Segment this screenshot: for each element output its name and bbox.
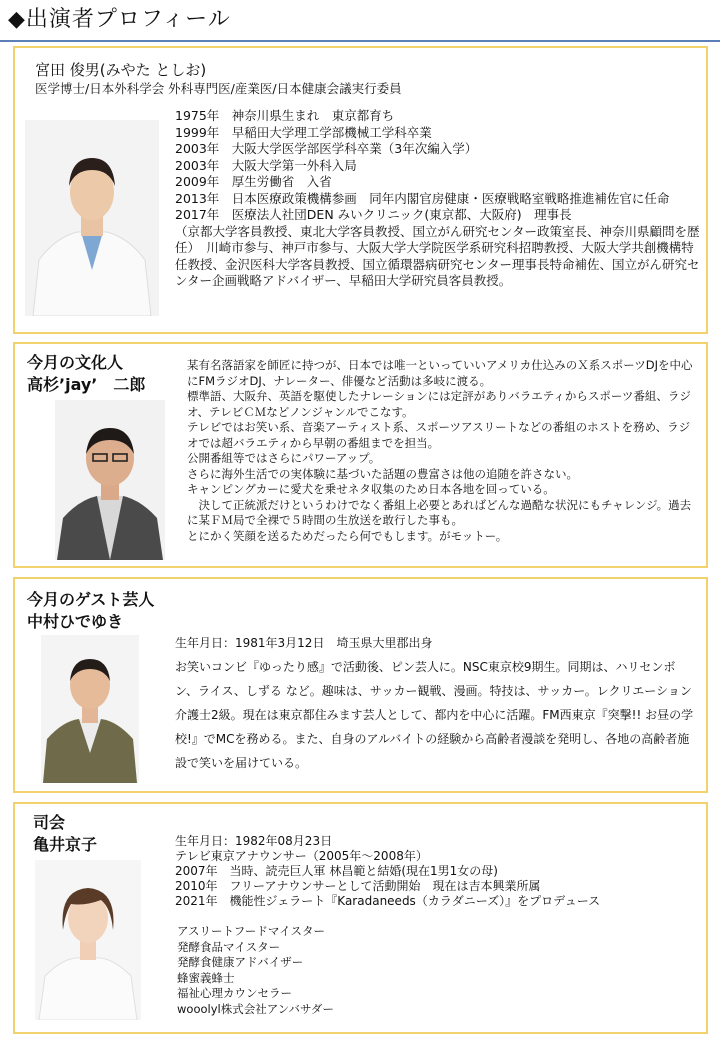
profile-line: 2003年 大阪大学医学部医学科卒業（3年次編入学） [175, 141, 478, 156]
profile-body [187, 358, 697, 544]
profile-name: 亀井京子 [33, 835, 98, 854]
profile-line: 2010年 フリーアナウンサーとして活動開始 現在は吉本興業所属 [175, 879, 541, 893]
profile-role: 司会 [33, 813, 66, 832]
profile-line: 2021年 機能性ジェラート『Karadaneeds（カラダニーズ）』をプロデュース [175, 894, 601, 908]
profile-titles [177, 924, 477, 1017]
profile-card-kamei [13, 802, 708, 1034]
profile-photo [25, 120, 159, 316]
profile-title-item: 蜂蜜義蜂士 [177, 970, 235, 985]
profile-body [175, 631, 697, 775]
profile-line: 生年月日：1982年08月23日 [175, 834, 333, 848]
profile-title-item: 発酵食健康アドバイザー [177, 955, 304, 969]
profile-photo [35, 860, 141, 1020]
profile-card-takasugi [13, 342, 708, 568]
profile-line: とにかく笑顔を送るためだったら何でもします。がモットー。 [187, 528, 508, 543]
profile-title-item: 発酵食品マイスター [177, 939, 281, 954]
profile-line: 2009年 厚生労働省 入省 [175, 174, 332, 189]
profile-card-nakamura [13, 577, 708, 793]
profile-line: （京都大学客員教授、東北大学客員教授、国立がん研究センター政策室長、神奈川県顧問を歴任） 川崎市参与、神戸市参与、大阪大学大学院医学系研究科招聘教授、大阪大学共創機構特任教授、金沢医科大学客員教授、国立循環器病研究センター理事長特命補佐、国立がん研究センター企画戦略アドバイザー、早稲田大学研究員客員教授。 [175, 223, 700, 288]
profile-line: 2007年 当時、読売巨人軍 林昌範と結婚(現在1男1女の母) [175, 864, 498, 878]
profile-body [175, 834, 695, 909]
profile-title-item: アスリートフードマイスター [177, 924, 326, 938]
profile-title-item: wooolyl株式会社アンバサダー [177, 1001, 334, 1016]
profile-line: 生年月日：1981年3月12日 埼玉県大里郡出身 [175, 636, 433, 650]
profile-line: 1975年 神奈川県生まれ 東京都育ち [175, 108, 395, 123]
profile-line: 2017年 医療法人社団DEN みいクリニック(東京都、大阪府) 理事長 [175, 207, 572, 222]
profile-line: お笑いコンビ『ゆったり感』で活動後、ピン芸人に。NSC東京校9期生。同期は、ハリセンボン、ライス、しずる など。趣味は、サッカー観戦、漫画。特技は、サッカー。レクリエーション介護士2級。現在は東京都住みます芸人として、都内を中心に活躍。FM西東京『突撃!! お昼の学校!』でMCを務める。また、自身のアルバイトの経験から高齢者漫談を発明し、各地の高齢者施設で笑いを届けている。 [175, 660, 694, 770]
profile-title-item: 福祉心理カウンセラー [177, 986, 292, 1000]
profile-line: さらに海外生活での実体験に基づいた話題の豊富さは他の追随を許さない。 [187, 466, 578, 481]
profile-line: テレビではお笑い系、音楽アーティスト系、スポーツアスリートなどの番組のホストを務め、ラジオでは超バラエティから早朝の番組までを担当。 [187, 420, 691, 450]
profile-line: 2013年 日本医療政策機構参画 同年内閣官房健康・医療戦略室戦略推進補佐官に任命 [175, 190, 670, 206]
profile-name: 高杉’jay’ 二郎 [27, 375, 146, 394]
profile-name: 宮田 俊男(みやた としお) [35, 61, 207, 79]
profile-body [175, 108, 701, 290]
page-header [0, 0, 720, 42]
profile-line: キャンピングカーに愛犬を乗せネタ収集のため日本各地を回っている。 [187, 482, 555, 496]
profile-line: 2003年 大阪大学第一外科入局 [175, 157, 357, 173]
page-title: ◆出演者プロフィール [8, 7, 231, 32]
profile-subtitle: 医学博士/日本外科学会 外科専門医/産業医/日本健康会議実行委員 [35, 81, 402, 96]
profile-line: 決して正統派だけというわけでなく番組上必要とあればどんな過酷な状況にもチャレンジ。過去に某ＦＭ局で全裸で５時間の生放送を敢行した事も。 [187, 497, 692, 527]
profile-card-miyata [13, 46, 708, 334]
profile-role: 今月のゲスト芸人 [27, 590, 155, 609]
profile-line: 標準語、大阪弁、英語を駆使したナレーションには定評がありバラエティからスポーツ番組、ラジオ、テレビＣＭなどノンジャンルでこなす。 [187, 389, 691, 419]
profile-line: テレビ東京アナウンサー（2005年～2008年） [175, 849, 428, 863]
profile-role: 今月の文化人 [27, 353, 124, 372]
profile-photo [41, 635, 139, 783]
profile-line: 公開番組等ではさらにパワーアップ。 [187, 451, 381, 465]
profile-name: 中村ひでゆき [27, 612, 124, 631]
profile-line: 1999年 早稲田大学理工学部機械工学科卒業 [175, 124, 432, 140]
profile-line: 某有名落語家を師匠に持つが、日本では唯一といっていいアメリカ仕込みのＸ系スポーツDJを中心にFMラジオDJ、ナレーター、俳優など活動は多岐に渡る。 [187, 358, 693, 388]
profile-photo [55, 400, 165, 560]
